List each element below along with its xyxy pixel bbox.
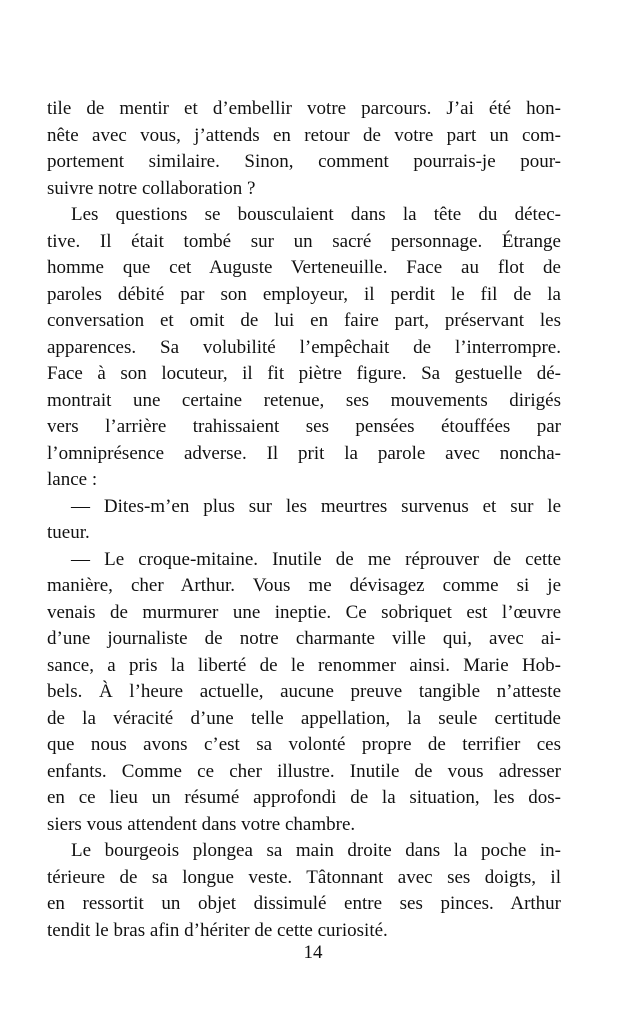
text-line: suivre notre collaboration ? xyxy=(47,177,256,199)
text-line: bels. À l’heure actuelle, aucune preuve tangible n’atteste xyxy=(47,681,561,702)
text-line: tueur. xyxy=(47,522,90,543)
text-line: — Le croque-mitaine. Inutile de me réprouver de cette xyxy=(71,548,561,570)
text-line: portement similaire. Sinon, comment pourrais-je pour- xyxy=(47,151,561,172)
text-line: tile de mentir et d’embellir votre parcours. J’ai été hon- xyxy=(47,98,561,119)
text-line: enfants. Comme ce cher illustre. Inutile de vous adresser xyxy=(47,760,561,782)
text-line: de la véracité d’une telle appellation, la seule certitude xyxy=(47,707,561,729)
paragraph xyxy=(47,96,561,202)
text-line: siers vous attendent dans votre chambre. xyxy=(47,813,356,835)
text-line: apparences. Sa volubilité l’empêchait de l’interrompre. xyxy=(47,336,561,358)
text-line: sance, a pris la liberté de le renommer ainsi. Marie Hob- xyxy=(47,654,561,676)
text-line: que nous avons c’est sa volonté propre de terrifier ces xyxy=(47,734,561,755)
text-line: en ce lieu un résumé approfondi de la situation, les dos- xyxy=(47,787,561,808)
text-line: — Dites-m’en plus sur les meurtres survenus et sur le xyxy=(71,495,561,517)
page-body xyxy=(47,96,561,944)
text-line: Les questions se bousculaient dans la tête du détec- xyxy=(71,204,561,225)
text-line: lance : xyxy=(47,469,98,490)
text-line: en ressortit un objet dissimulé entre ses pinces. Arthur xyxy=(47,893,561,914)
text-line: Le bourgeois plongea sa main droite dans la poche in- xyxy=(71,840,561,861)
text-line: nête avec vous, j’attends en retour de votre part un com- xyxy=(47,124,561,146)
text-line: conversation et omit de lui en faire part, préservant les xyxy=(47,310,561,331)
text-line: montrait une certaine retenue, ses mouvements dirigés xyxy=(47,389,561,411)
text-line: térieure de sa longue veste. Tâtonnant avec ses doigts, il xyxy=(47,866,561,888)
text-line: tendit le bras afin d’hériter de cette curiosité. xyxy=(47,919,388,941)
text-line: l’omniprésence adverse. Il prit la parole avec noncha- xyxy=(47,442,561,464)
page-number: 14 xyxy=(303,942,323,963)
paragraph xyxy=(47,838,561,944)
text-line: paroles débité par son employeur, il perdit le fil de la xyxy=(47,283,561,305)
text-line: manière, cher Arthur. Vous me dévisagez comme si je xyxy=(47,575,561,596)
text-line: Face à son locuteur, il fit piètre figure. Sa gestuelle dé- xyxy=(47,363,561,384)
text-line: venais de murmurer une ineptie. Ce sobriquet est l’œuvre xyxy=(47,601,561,623)
paragraph xyxy=(47,547,561,839)
text-line: tive. Il était tombé sur un sacré personnage. Étrange xyxy=(47,230,561,252)
text-line: d’une journaliste de notre charmante ville qui, avec ai- xyxy=(47,628,561,649)
text-line: vers l’arrière trahissaient ses pensées étouffées par xyxy=(47,416,561,437)
paragraph xyxy=(47,202,561,494)
paragraph xyxy=(47,494,561,547)
text-line: homme que cet Auguste Verteneuille. Face au flot de xyxy=(47,257,561,278)
